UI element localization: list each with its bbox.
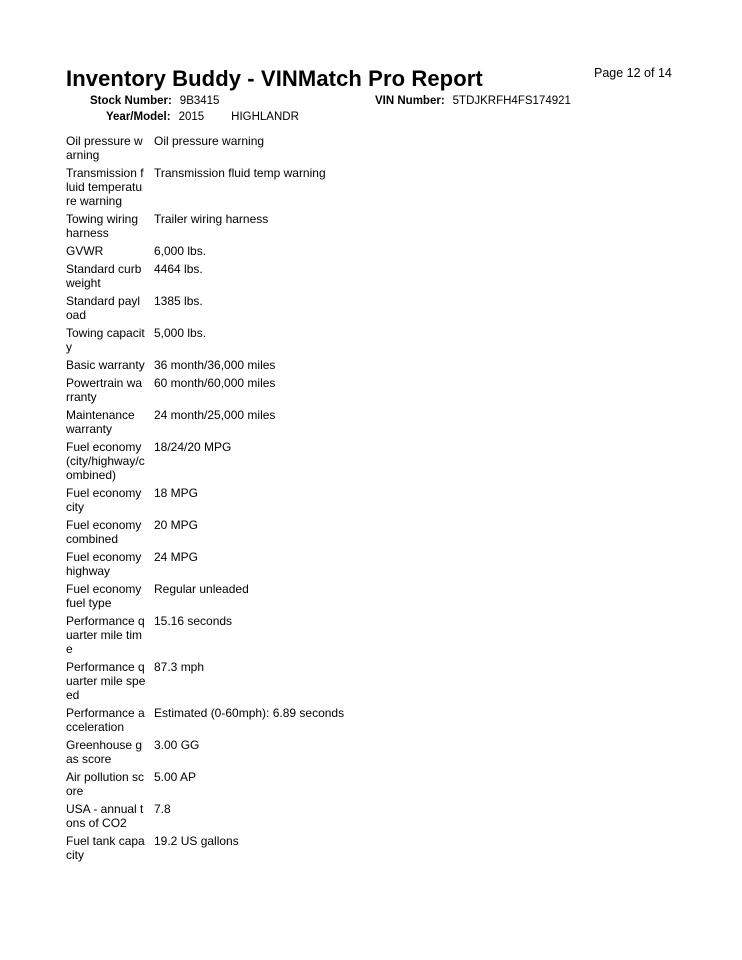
spec-label: Fuel economy highway bbox=[66, 550, 142, 578]
page-number: Page 12 of 14 bbox=[594, 66, 672, 80]
spec-label: Standard curb weight bbox=[66, 262, 142, 290]
spec-label: Air pollution score bbox=[66, 770, 145, 798]
spec-row bbox=[66, 212, 344, 244]
spec-label: GVWR bbox=[66, 244, 104, 258]
spec-value: 5.00 AP bbox=[154, 770, 197, 784]
spec-value: Regular unleaded bbox=[154, 582, 249, 596]
spec-value: 87.3 mph bbox=[154, 660, 205, 674]
spec-row bbox=[66, 738, 344, 770]
spec-row bbox=[66, 408, 344, 440]
spec-label: Powertrain warranty bbox=[66, 376, 143, 404]
spec-value: Transmission fluid temp warning bbox=[154, 166, 326, 180]
spec-value: 19.2 US gallons bbox=[154, 834, 239, 848]
spec-label: Fuel tank capacity bbox=[66, 834, 145, 862]
year-model-label: Year/Model: bbox=[106, 111, 171, 123]
spec-label: Basic warranty bbox=[66, 358, 145, 372]
spec-row bbox=[66, 166, 344, 212]
spec-label: Transmission fluid temperature warning bbox=[66, 166, 144, 208]
spec-label: Performance acceleration bbox=[66, 706, 145, 734]
spec-label: Performance quarter mile speed bbox=[66, 660, 146, 702]
spec-value: 4464 lbs. bbox=[154, 262, 203, 276]
spec-row bbox=[66, 550, 344, 582]
spec-label: Greenhouse gas score bbox=[66, 738, 143, 766]
spec-value: 5,000 lbs. bbox=[154, 326, 207, 340]
spec-row bbox=[66, 376, 344, 408]
spec-value: 15.16 seconds bbox=[154, 614, 233, 628]
spec-row bbox=[66, 582, 344, 614]
stock-number-field bbox=[90, 95, 219, 107]
spec-row bbox=[66, 294, 344, 326]
spec-row bbox=[66, 244, 344, 262]
spec-row bbox=[66, 326, 344, 358]
model-value: HIGHLANDR bbox=[231, 111, 299, 123]
spec-row bbox=[66, 134, 344, 166]
spec-label: Oil pressure warning bbox=[66, 134, 143, 162]
spec-label: Fuel economy combined bbox=[66, 518, 142, 546]
spec-row bbox=[66, 358, 344, 376]
year-value: 2015 bbox=[178, 111, 205, 123]
spec-row bbox=[66, 660, 344, 706]
spec-value: 36 month/36,000 miles bbox=[154, 358, 276, 372]
stock-number-label: Stock Number: bbox=[90, 95, 172, 107]
spec-row bbox=[66, 518, 344, 550]
vin-number-field bbox=[375, 95, 571, 107]
spec-label: Performance quarter mile time bbox=[66, 614, 145, 656]
vin-number-label: VIN Number: bbox=[375, 95, 445, 107]
spec-label: Towing capacity bbox=[66, 326, 145, 354]
spec-table bbox=[66, 134, 344, 866]
spec-value: Oil pressure warning bbox=[154, 134, 265, 148]
spec-label: Fuel economy fuel type bbox=[66, 582, 142, 610]
year-model-field bbox=[106, 111, 299, 123]
spec-value: Estimated (0-60mph): 6.89 seconds bbox=[154, 706, 345, 720]
spec-value: 7.8 bbox=[154, 802, 171, 816]
spec-value: 24 MPG bbox=[154, 550, 199, 564]
spec-label: USA - annual tons of CO2 bbox=[66, 802, 144, 830]
spec-value: 60 month/60,000 miles bbox=[154, 376, 276, 390]
spec-label: Fuel economy (city/highway/combined) bbox=[66, 440, 145, 482]
spec-row bbox=[66, 802, 344, 834]
spec-value: 18/24/20 MPG bbox=[154, 440, 232, 454]
spec-label: Towing wiring harness bbox=[66, 212, 139, 240]
spec-value: 20 MPG bbox=[154, 518, 199, 532]
spec-row bbox=[66, 834, 344, 866]
spec-row bbox=[66, 486, 344, 518]
report-title: Inventory Buddy - VINMatch Pro Report bbox=[66, 66, 483, 91]
spec-row bbox=[66, 770, 344, 802]
spec-row bbox=[66, 262, 344, 294]
spec-label: Standard payload bbox=[66, 294, 141, 322]
spec-value: Trailer wiring harness bbox=[154, 212, 269, 226]
spec-row bbox=[66, 440, 344, 486]
spec-label: Maintenance warranty bbox=[66, 408, 135, 436]
spec-value: 1385 lbs. bbox=[154, 294, 203, 308]
spec-value: 24 month/25,000 miles bbox=[154, 408, 276, 422]
spec-value: 18 MPG bbox=[154, 486, 199, 500]
vin-number-value: 5TDJKRFH4FS174921 bbox=[452, 95, 571, 107]
spec-table-body bbox=[66, 134, 344, 866]
spec-value: 3.00 GG bbox=[154, 738, 200, 752]
spec-row bbox=[66, 706, 344, 738]
spec-row bbox=[66, 614, 344, 660]
stock-number-value: 9B3415 bbox=[179, 95, 220, 107]
spec-value: 6,000 lbs. bbox=[154, 244, 207, 258]
spec-label: Fuel economy city bbox=[66, 486, 142, 514]
